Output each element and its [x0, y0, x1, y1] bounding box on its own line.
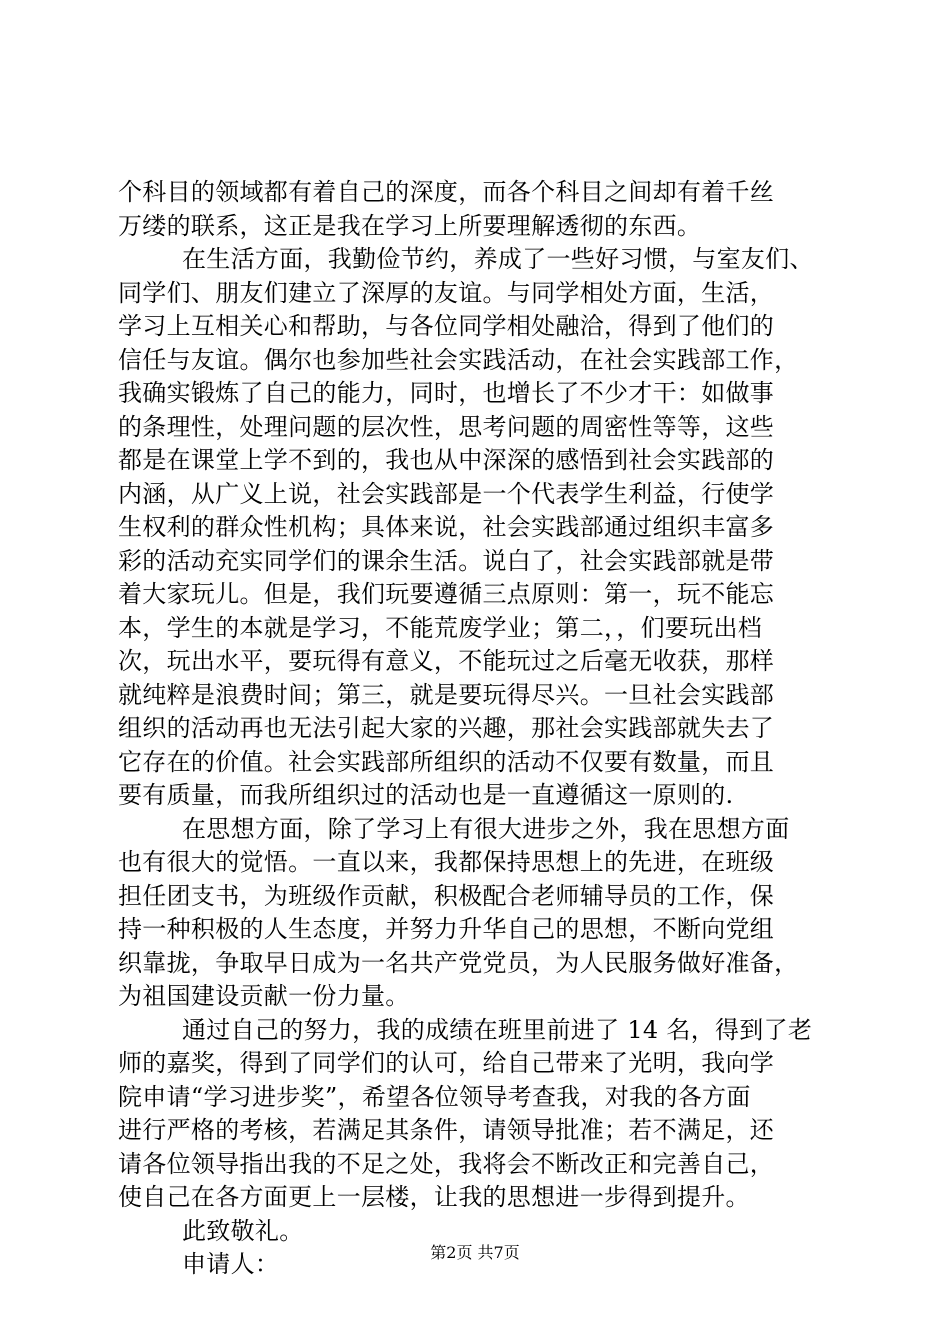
- text-line: 内涵，从广义上说，社会实践部是一个代表学生利益，行使学: [118, 479, 775, 508]
- text-line: 万缕的联系，这正是我在学习上所要理解透彻的东西。: [118, 211, 702, 240]
- page-indicator: 第2页 共7页: [430, 1243, 520, 1262]
- text-line: 也有很大的觉悟。一直以来，我都保持思想上的先进，在班级: [118, 848, 775, 876]
- text-line: 信任与友谊。偶尔也参加些社会实践活动，在社会实践部工作，: [118, 345, 799, 374]
- closing-salutation: 此致敬礼。: [182, 1216, 304, 1245]
- text-line: 的条理性，处理问题的层次性，思考问题的周密性等等，这些: [118, 412, 775, 441]
- text-line: 要有质量，而我所组织过的活动也是一直遵循这一原则的.: [118, 781, 734, 809]
- document-body: [118, 176, 838, 1282]
- paragraph-start-line: 在生活方面，我勤俭节约，养成了一些好习惯，与室友们、: [182, 245, 814, 273]
- text-line: 持一种积极的人生态度，并努力升华自己的思想，不断向党组: [118, 915, 775, 943]
- text-line: 织靠拢，争取早日成为一名共产党党员，为人民服务做好准备，: [118, 948, 799, 977]
- text-line: 本，学生的本就是学习，不能荒废学业；第二，，们要玩出档: [118, 613, 763, 642]
- text-line: 都是在课堂上学不到的，我也从中深深的感悟到社会实践部的: [118, 446, 775, 474]
- text-line: 我确实锻炼了自己的能力，同时，也增长了不少才干：如做事: [118, 379, 775, 407]
- text-line: 为祖国建设贡献一份力量。: [118, 982, 410, 1010]
- text-line: 请各位领导指出我的不足之处，我将会不断改正和完善自己，: [118, 1149, 775, 1178]
- paragraph-start-line: 在思想方面，除了学习上有很大进步之外，我在思想方面: [182, 814, 790, 843]
- text-line: 个科目的领域都有着自己的深度，而各个科目之间却有着千丝: [118, 178, 775, 206]
- text-line: 使自己在各方面更上一层楼，让我的思想进一步得到提升。: [118, 1183, 750, 1211]
- text-line: 进行严格的考核，若满足其条件，请领导批准；若不满足，还: [118, 1116, 775, 1144]
- text-line: 次，玩出水平，要玩得有意义，不能玩过之后毫无收获，那样: [118, 647, 775, 675]
- text-line: 担任团支书，为班级作贡献，积极配合老师辅导员的工作，保: [118, 881, 775, 910]
- text-line: 同学们、朋友们建立了深厚的友谊。与同学相处方面，生活，: [118, 278, 775, 307]
- text-line: 彩的活动充实同学们的课余生活。说白了，社会实践部就是带: [118, 546, 775, 575]
- text-line: 师的嘉奖，得到了同学们的认可，给自己带来了光明，我向学: [118, 1049, 775, 1077]
- paragraph-start-line: 通过自己的努力，我的成绩在班里前进了 14 名，得到了老: [182, 1015, 813, 1044]
- text-line: 学习上互相关心和帮助，与各位同学相处融洽，得到了他们的: [118, 312, 775, 340]
- applicant-signature-label: 申请人：: [182, 1250, 280, 1278]
- text-line: 它存在的价值。社会实践部所组织的活动不仅要有数量，而且: [118, 747, 775, 776]
- text-line: 生权利的群众性机构；具体来说，社会实践部通过组织丰富多: [118, 513, 775, 541]
- text-line: 着大家玩儿。但是，我们玩要遵循三点原则：第一，玩不能忘: [118, 580, 775, 608]
- text-line: 组织的活动再也无法引起大家的兴趣，那社会实践部就失去了: [118, 714, 775, 742]
- text-line: 院申请“学习进步奖”，希望各位领导考查我，对我的各方面: [118, 1082, 751, 1111]
- text-line: 就纯粹是浪费时间；第三，就是要玩得尽兴。一旦社会实践部: [118, 680, 775, 709]
